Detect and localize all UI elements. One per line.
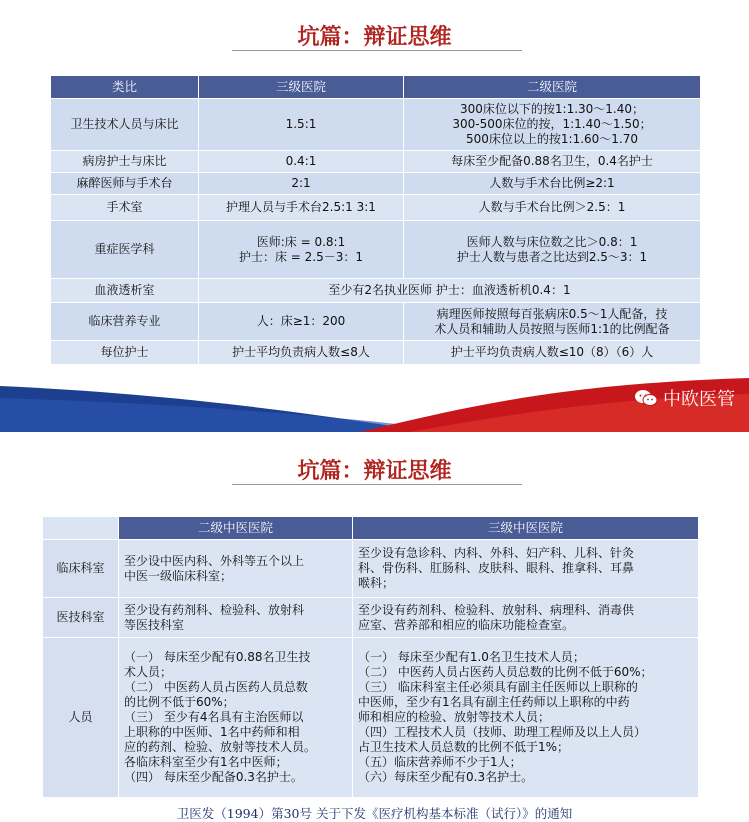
wechat-icon	[634, 389, 658, 407]
tertiary-cell: 医师:床 = 0.8:1 护士：床 = 2.5－3：1	[199, 221, 404, 279]
row-label: 血液透析室	[51, 279, 199, 303]
table-header-row	[43, 517, 699, 540]
table-row	[43, 540, 699, 598]
table-row	[51, 99, 701, 151]
row-label: 手术室	[51, 195, 199, 221]
title-underline	[232, 484, 522, 485]
brand-watermark	[634, 385, 735, 411]
table-row	[43, 598, 699, 638]
secondary-cell: 每床至少配备0.88名卫生，0.4名护士	[404, 151, 701, 173]
table-header-row	[51, 76, 701, 99]
tertiary-cell: 0.4:1	[199, 151, 404, 173]
tertiary-cell: 至少设有急诊科、内科、外科、妇产科、儿科、针灸 科、骨伤科、肛肠科、皮肤科、眼科、推拿科、耳鼻 喉科；	[353, 540, 699, 598]
tcm-hospital-table	[42, 516, 699, 798]
secondary-cell: 医师人数与床位数之比＞0.8：1 护士人数与患者之比达到2.5～3：1	[404, 221, 701, 279]
slide-title: 坑篇：辩证思维	[297, 459, 452, 484]
row-label: 临床营养专业	[51, 303, 199, 341]
table-row	[51, 173, 701, 195]
secondary-cell: 至少设有药剂科、检验科、放射科 等医技科室	[119, 598, 353, 638]
table-row	[51, 303, 701, 341]
merged-cell: 至少有2名执业医师 护士：血液透析机0.4：1	[199, 279, 701, 303]
column-header: 类比	[51, 76, 199, 99]
source-footnote: 卫医发（1994）第30号 关于下发《医疗机构基本标准（试行）》的通知	[176, 806, 573, 821]
column-header: 二级医院	[404, 76, 701, 99]
row-label: 病房护士与床比	[51, 151, 199, 173]
table-row	[51, 341, 701, 365]
column-header	[43, 517, 119, 540]
secondary-cell: 护士平均负责病人数≤10（8）（6）人	[404, 341, 701, 365]
slide-tcm-hospital-standards	[0, 432, 749, 821]
row-label: 卫生技术人员与床比	[51, 99, 199, 151]
table-row	[51, 151, 701, 173]
secondary-cell: 病理医师按照每百张病床0.5～1人配备，技 术人员和辅助人员按照与医师1:1的比例配备	[404, 303, 701, 341]
secondary-cell: 人数与手术台比例≥2:1	[404, 173, 701, 195]
secondary-cell: 至少设中医内科、外科等五个以上 中医一级临床科室；	[119, 540, 353, 598]
row-label: 临床科室	[43, 540, 119, 598]
tertiary-cell: （一） 每床至少配有1.0名卫生技术人员； （二） 中医药人员占医药人员总数的比例不低于60%； （三） 临床科室主任必须具有副主任医师以上职称的 中医师，至少有1名具有副主任药师以上职称的中药 师和相应的检验、放射等技术人员； （四）工程技术人员（技师、助理工程师及以上人员） 占卫生技术人员总数的比例不低于1%； （五）临床营养师不少于1人； （六）每床至少配有0.3名护士。	[353, 638, 699, 798]
column-header: 三级中医医院	[353, 517, 699, 540]
table-row	[51, 279, 701, 303]
tertiary-cell: 护士平均负责病人数≤8人	[199, 341, 404, 365]
table-row	[43, 638, 699, 798]
row-label: 重症医学科	[51, 221, 199, 279]
tertiary-cell: 2:1	[199, 173, 404, 195]
secondary-cell: （一） 每床至少配有0.88名卫生技 术人员； （二） 中医药人员占医药人员总数 的比例不低于60%； （三） 至少有4名具有主治医师以 上职称的中医师、1名中药师和相 应的药剂、检验、放射等技术人员。 各临床科室至少有1名中医师； （四） 每床至少配备0.3名护士。	[119, 638, 353, 798]
slide-title: 坑篇：辩证思维	[297, 25, 452, 50]
table-row	[51, 221, 701, 279]
secondary-cell: 人数与手术台比例＞2.5：1	[404, 195, 701, 221]
column-header: 三级医院	[199, 76, 404, 99]
title-underline	[232, 50, 522, 51]
column-header: 二级中医医院	[119, 517, 353, 540]
row-label: 麻醉医师与手术台	[51, 173, 199, 195]
row-label: 每位护士	[51, 341, 199, 365]
tertiary-cell: 至少设有药剂科、检验科、放射科、病理科、消毒供 应室、营养部和相应的临床功能检查室。	[353, 598, 699, 638]
brand-name: 中欧医管	[663, 389, 735, 410]
secondary-cell: 300床位以下的按1:1.30～1.40； 300-500床位的按，1:1.40～1.50； 500床位以上的按1:1.60～1.70	[404, 99, 701, 151]
row-label: 医技科室	[43, 598, 119, 638]
tertiary-cell: 护理人员与手术台2.5:1 3:1	[199, 195, 404, 221]
row-label: 人员	[43, 638, 119, 798]
tertiary-cell: 1.5:1	[199, 99, 404, 151]
table-row	[51, 195, 701, 221]
hospital-comparison-table	[50, 75, 701, 365]
tertiary-cell: 人：床≥1：200	[199, 303, 404, 341]
